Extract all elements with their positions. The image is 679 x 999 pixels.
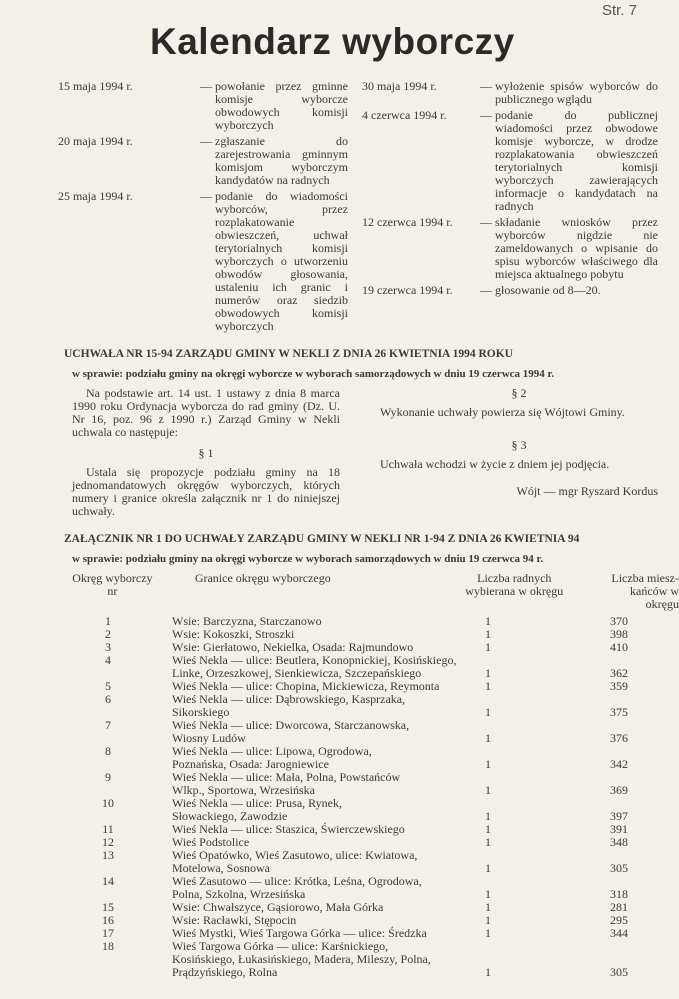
district-boundary bbox=[172, 654, 478, 680]
residents-count: 370 bbox=[610, 614, 628, 628]
district-number: 13 bbox=[102, 848, 114, 862]
district-number: 3 bbox=[105, 640, 111, 654]
table-row bbox=[0, 615, 679, 628]
calendar-entry bbox=[362, 109, 658, 213]
section-text: Uchwała wchodzi w życie z dniem jej podjęcia. bbox=[380, 457, 610, 471]
district-boundary-line: Motelowa, Sosnowa bbox=[172, 861, 270, 875]
residents-count: 305 bbox=[610, 861, 628, 875]
calendar-text: podanie do wiadomości wyborców, przez rozplakatowanie obwieszczeń, uchwał terytorialnych komisji wyborczych o utworzeniu obwodów głosowania, ustaleniu ich granic i numerów oraz siedzib obwodowych komisji wyborczych bbox=[215, 189, 348, 333]
district-number: 2 bbox=[105, 627, 111, 641]
councillors-count: 1 bbox=[485, 809, 491, 823]
residents-count: 281 bbox=[610, 900, 628, 914]
table-row bbox=[0, 719, 679, 745]
councillors-count: 1 bbox=[485, 627, 491, 641]
councillors-count: 1 bbox=[485, 887, 491, 901]
councillors-count: 1 bbox=[485, 679, 491, 693]
district-boundary-line: Linke, Orzeszkowej, Sienkiewicza, Szczepańskiego bbox=[172, 666, 422, 680]
district-boundary-line: Wieś Nekla — ulice: Mała, Polna, Powstańców bbox=[172, 770, 401, 784]
resolution-heading: UCHWAŁA NR 15-94 ZARZĄDU GMINY W NEKLI Z DNIA 26 KWIETNIA 1994 ROKU bbox=[64, 348, 513, 360]
district-number: 15 bbox=[102, 900, 114, 914]
column-header-radnych bbox=[444, 572, 584, 598]
district-boundary bbox=[172, 849, 478, 875]
calendar-date: 4 czerwca 1994 r. bbox=[362, 108, 447, 122]
district-boundary bbox=[172, 771, 478, 797]
district-boundary-line: Prądzyńskiego, Rolna bbox=[172, 965, 278, 979]
residents-count: 295 bbox=[610, 913, 628, 927]
councillors-count: 1 bbox=[485, 913, 491, 927]
table-row bbox=[0, 849, 679, 875]
calendar-text: podanie do publicznej wiadomości przez obwodowe komisje wyborcze, w drodze rozplakatowania obwieszczeń terytorialnych komisji wyborczych zawierających informacje o kandydatach na radnych bbox=[495, 108, 658, 213]
section-text: Ustala się propozycje podziału gminy na 18 jednomandatowych okręgów wyborczych, których numery i granice określa załącznik nr 1 do niniejszej uchwały. bbox=[72, 465, 340, 518]
district-table bbox=[0, 615, 679, 999]
councillors-count: 1 bbox=[485, 965, 491, 979]
page-title: Kalendarz wyborczy bbox=[150, 21, 515, 62]
councillors-count: 1 bbox=[485, 666, 491, 680]
header-line: wybierana w okręgu bbox=[465, 584, 564, 598]
district-boundary-line: Kosińskiego, Łukasińskiego, Madera, Mileszy, Polna, bbox=[172, 952, 431, 966]
calendar-left-column bbox=[58, 80, 348, 333]
councillors-count: 1 bbox=[485, 783, 491, 797]
calendar-entry bbox=[362, 216, 658, 281]
calendar-text: powołanie przez gminne komisje wyborcze obwodowych komisji wyborczych bbox=[215, 79, 348, 132]
residents-count: 318 bbox=[610, 887, 628, 901]
councillors-count: 1 bbox=[485, 900, 491, 914]
district-boundary-line: Wieś Mystki, Wieś Targowa Górka — ulice: Średzka bbox=[172, 926, 427, 940]
calendar-date: 12 czerwca 1994 r. bbox=[362, 215, 453, 229]
header-line: okręgu bbox=[645, 597, 679, 611]
dash: — bbox=[480, 79, 492, 93]
district-boundary-line: Wieś Nekla — ulice: Staszica, Świerczewskiego bbox=[172, 822, 405, 836]
councillors-count: 1 bbox=[485, 640, 491, 654]
dash: — bbox=[200, 79, 212, 93]
district-boundary-line: Wieś Opatówko, Wieś Zasutowo, ulice: Kwiatowa, bbox=[172, 848, 418, 862]
calendar-text: wyłożenie spisów wyborców do publicznego wglądu bbox=[495, 79, 658, 106]
header-line: nr bbox=[107, 584, 118, 598]
page-header bbox=[0, 0, 679, 80]
district-number: 18 bbox=[102, 939, 114, 953]
district-number: 12 bbox=[102, 835, 114, 849]
header-line: kańców w bbox=[630, 584, 679, 598]
residents-count: 398 bbox=[610, 627, 628, 641]
district-number: 14 bbox=[102, 874, 114, 888]
district-boundary-line: Wieś Nekla — ulice: Dąbrowskiego, Kasprzaka, bbox=[172, 692, 406, 706]
resolution-subheading: w sprawie: podziału gminy na okręgi wyborcze w wyborach samorządowych w dniu 19 czerwca 1994 r. bbox=[72, 368, 555, 380]
district-boundary-line: Wieś Podstolice bbox=[172, 835, 250, 849]
district-boundary bbox=[172, 693, 478, 719]
district-number: 11 bbox=[102, 822, 114, 836]
district-number: 1 bbox=[105, 614, 111, 628]
district-number: 16 bbox=[102, 913, 114, 927]
residents-count: 376 bbox=[610, 731, 628, 745]
election-calendar bbox=[0, 80, 679, 333]
councillors-count: 1 bbox=[485, 835, 491, 849]
district-boundary bbox=[172, 745, 478, 771]
calendar-text: głosowanie od 8—20. bbox=[495, 283, 601, 297]
table-row bbox=[0, 797, 679, 823]
district-boundary-line: Poznańska, Osada: Jarogniewice bbox=[172, 757, 329, 771]
district-number: 8 bbox=[105, 744, 111, 758]
councillors-count: 1 bbox=[485, 822, 491, 836]
district-boundary-line: Wieś Nekla — ulice: Chopina, Mickiewicza, Reymonta bbox=[172, 679, 440, 693]
calendar-date: 15 maja 1994 r. bbox=[58, 79, 133, 93]
district-number: 4 bbox=[105, 653, 111, 667]
residents-count: 305 bbox=[610, 965, 628, 979]
dash: — bbox=[480, 283, 492, 297]
district-boundary-line: Wieś Nekla — ulice: Prusa, Rynek, bbox=[172, 796, 342, 810]
residents-count: 391 bbox=[610, 822, 628, 836]
residents-count: 359 bbox=[610, 679, 628, 693]
resolution-preamble: Na podstawie art. 14 ust. 1 ustawy z dnia 8 marca 1990 roku Ordynacja wyborcza do rad gminy (Dz. U. Nr 16, poz. 96 z 1990 r.) Zarząd Gminy w Nekli uchwala co następuje: bbox=[72, 386, 340, 439]
district-boundary-line: Wsie: Barczyzna, Starczanowo bbox=[172, 614, 322, 628]
residents-count: 342 bbox=[610, 757, 628, 771]
district-boundary bbox=[172, 719, 478, 745]
annex-subheading: w sprawie: podziału gminy na okręgi wyborcze w wyborach samorządowych w dniu 19 czerwca 94 r. bbox=[72, 553, 544, 565]
councillors-count: 1 bbox=[485, 705, 491, 719]
councillors-count: 1 bbox=[485, 731, 491, 745]
calendar-entry bbox=[58, 135, 348, 187]
district-boundary-line: Wsie: Chwałszyce, Gąsiorowo, Mała Górka bbox=[172, 900, 384, 914]
district-number: 10 bbox=[102, 796, 114, 810]
calendar-text: składanie wniosków przez wyborców nigdzie nie zameldowanych o wpisanie do spisu wyborców właściwego dla miejsca aktualnego pobytu bbox=[495, 215, 658, 281]
councillors-count: 1 bbox=[485, 614, 491, 628]
calendar-date: 19 czerwca 1994 r. bbox=[362, 283, 453, 297]
section-mark: § 2 bbox=[511, 386, 527, 400]
column-header-nr bbox=[55, 572, 170, 598]
dash: — bbox=[480, 215, 492, 229]
calendar-date: 20 maja 1994 r. bbox=[58, 134, 133, 148]
calendar-entry bbox=[362, 80, 658, 106]
residents-count: 410 bbox=[610, 640, 628, 654]
residents-count: 397 bbox=[610, 809, 628, 823]
table-row bbox=[0, 654, 679, 680]
header-line: Liczba miesz- bbox=[611, 571, 679, 585]
district-number: 7 bbox=[105, 718, 111, 732]
district-number: 17 bbox=[102, 926, 114, 940]
dash: — bbox=[200, 134, 212, 148]
column-header-mieszkancow bbox=[584, 572, 679, 611]
calendar-entry bbox=[362, 284, 658, 297]
dash: — bbox=[480, 108, 492, 122]
district-boundary-line: Wsie: Kokoszki, Stroszki bbox=[172, 627, 295, 641]
resolution-left-column bbox=[72, 387, 340, 518]
district-boundary-line: Wlkp., Sportowa, Wrzesińska bbox=[172, 783, 315, 797]
page-number: Str. 7 bbox=[601, 2, 637, 19]
signature: Wójt — mgr Ryszard Kordus bbox=[516, 484, 658, 498]
table-header bbox=[0, 572, 679, 611]
district-number: 6 bbox=[105, 692, 111, 706]
district-boundary-line: Polna, Szkolna, Wrzesińska bbox=[172, 887, 306, 901]
header-line: Okręg wyborczy bbox=[72, 571, 153, 585]
calendar-entry bbox=[58, 190, 348, 333]
calendar-date: 30 maja 1994 r. bbox=[362, 79, 437, 93]
district-boundary-line: Wieś Nekla — ulice: Lipowa, Ogrodowa, bbox=[172, 744, 372, 758]
district-boundary-line: Wieś Zasutowo — ulice: Krótka, Leśna, Ogrodowa, bbox=[172, 874, 422, 888]
calendar-right-column bbox=[362, 80, 658, 333]
district-number: 9 bbox=[105, 770, 111, 784]
section-mark: § 3 bbox=[511, 438, 527, 452]
annex-section bbox=[0, 532, 679, 999]
residents-count: 362 bbox=[610, 666, 628, 680]
district-boundary-line: Wieś Targowa Górka — ulice: Karśnickiego, bbox=[172, 939, 389, 953]
header-line: Liczba radnych bbox=[477, 571, 552, 585]
table-row bbox=[0, 771, 679, 797]
dash: — bbox=[200, 189, 212, 203]
residents-count: 348 bbox=[610, 835, 628, 849]
residents-count: 375 bbox=[610, 705, 628, 719]
section-text: Wykonanie uchwały powierza się Wójtowi Gminy. bbox=[380, 405, 625, 419]
residents-count: 344 bbox=[610, 926, 628, 940]
table-row bbox=[0, 745, 679, 771]
annex-heading: ZAŁĄCZNIK NR 1 DO UCHWAŁY ZARZĄDU GMINY W NEKLI NR 1-94 Z DNIA 26 KWIETNIA 94 bbox=[64, 533, 580, 545]
section-mark: § 1 bbox=[198, 446, 214, 460]
table-row bbox=[0, 875, 679, 901]
district-boundary-line: Słowackiego, Zawodzie bbox=[172, 809, 288, 823]
column-header-granice: Granice okręgu wyborczego bbox=[194, 571, 331, 585]
calendar-entry bbox=[58, 80, 348, 132]
district-number: 5 bbox=[105, 679, 111, 693]
councillors-count: 1 bbox=[485, 861, 491, 875]
district-boundary-line: Wsie: Gierłatowo, Nekielka, Osada: Rajmundowo bbox=[172, 640, 414, 654]
district-boundary-line: Sikorskiego bbox=[172, 705, 230, 719]
resolution-right-column bbox=[380, 387, 658, 518]
resolution-section bbox=[0, 347, 679, 518]
district-boundary bbox=[172, 875, 478, 901]
calendar-date: 25 maja 1994 r. bbox=[58, 189, 133, 203]
district-boundary-line: Wieś Nekla — ulice: Dworcowa, Starczanowska, bbox=[172, 718, 410, 732]
councillors-count: 1 bbox=[485, 926, 491, 940]
resolution-body bbox=[0, 387, 679, 518]
residents-count: 369 bbox=[610, 783, 628, 797]
table-row bbox=[0, 693, 679, 719]
district-boundary bbox=[172, 797, 478, 823]
calendar-text: zgłaszanie do zarejestrowania gminnym komisjom wyborczym kandydatów na radnych bbox=[215, 134, 348, 187]
councillors-count: 1 bbox=[485, 757, 491, 771]
district-boundary-line: Wiosny Ludów bbox=[172, 731, 246, 745]
district-boundary-line: Wsie: Racławki, Stępocin bbox=[172, 913, 297, 927]
district-boundary-line: Wieś Nekla — ulice: Beutlera, Konopnickiej, Kosińskiego, bbox=[172, 653, 457, 667]
